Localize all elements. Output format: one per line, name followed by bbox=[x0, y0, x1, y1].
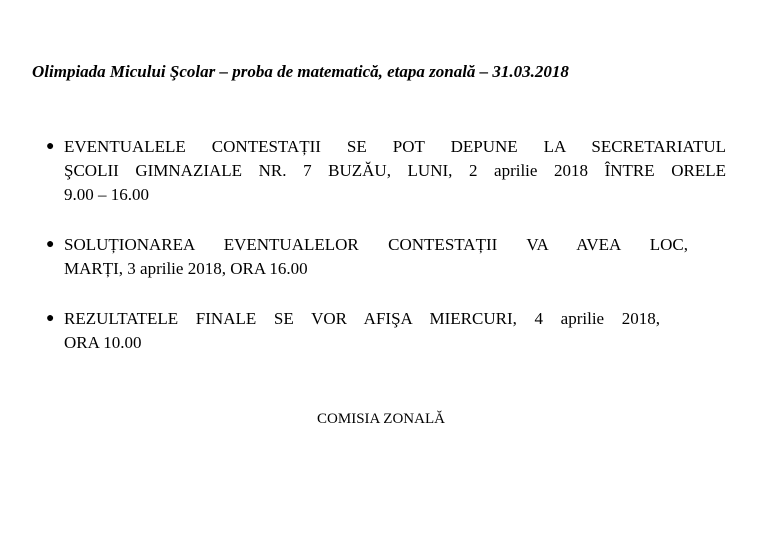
notice-line: EVENTUALELE CONTESTAȚII SE POT DEPUNE LA SECRETARIATUL bbox=[64, 137, 726, 156]
notice-line: ORA 10.00 bbox=[64, 333, 142, 352]
notice-item bbox=[46, 307, 726, 355]
notice-list bbox=[46, 135, 726, 355]
bullet-icon: ● bbox=[46, 139, 55, 154]
notice-item bbox=[46, 135, 726, 207]
signature: COMISIA ZONALĂ bbox=[317, 411, 445, 427]
bullet-icon: ● bbox=[46, 311, 55, 326]
notice-text bbox=[64, 233, 688, 281]
document-title: Olimpiada Micului Şcolar – proba de matematică, etapa zonală – 31.03.2018 bbox=[32, 62, 569, 81]
notice-line: ŞCOLII GIMNAZIALE NR. 7 BUZĂU, LUNI, 2 aprilie 2018 ÎNTRE ORELE bbox=[64, 161, 726, 180]
notice-text bbox=[64, 307, 660, 355]
bullet-icon: ● bbox=[46, 237, 55, 252]
notice-line: MARȚI, 3 aprilie 2018, ORA 16.00 bbox=[64, 259, 308, 278]
notice-text bbox=[64, 135, 726, 207]
notice-line: REZULTATELE FINALE SE VOR AFIŞA MIERCURI, 4 aprilie 2018, bbox=[64, 309, 660, 328]
notice-item bbox=[46, 233, 726, 281]
notice-line: SOLUȚIONAREA EVENTUALELOR CONTESTAȚII VA AVEA LOC, bbox=[64, 235, 688, 254]
notice-line: 9.00 – 16.00 bbox=[64, 185, 149, 204]
